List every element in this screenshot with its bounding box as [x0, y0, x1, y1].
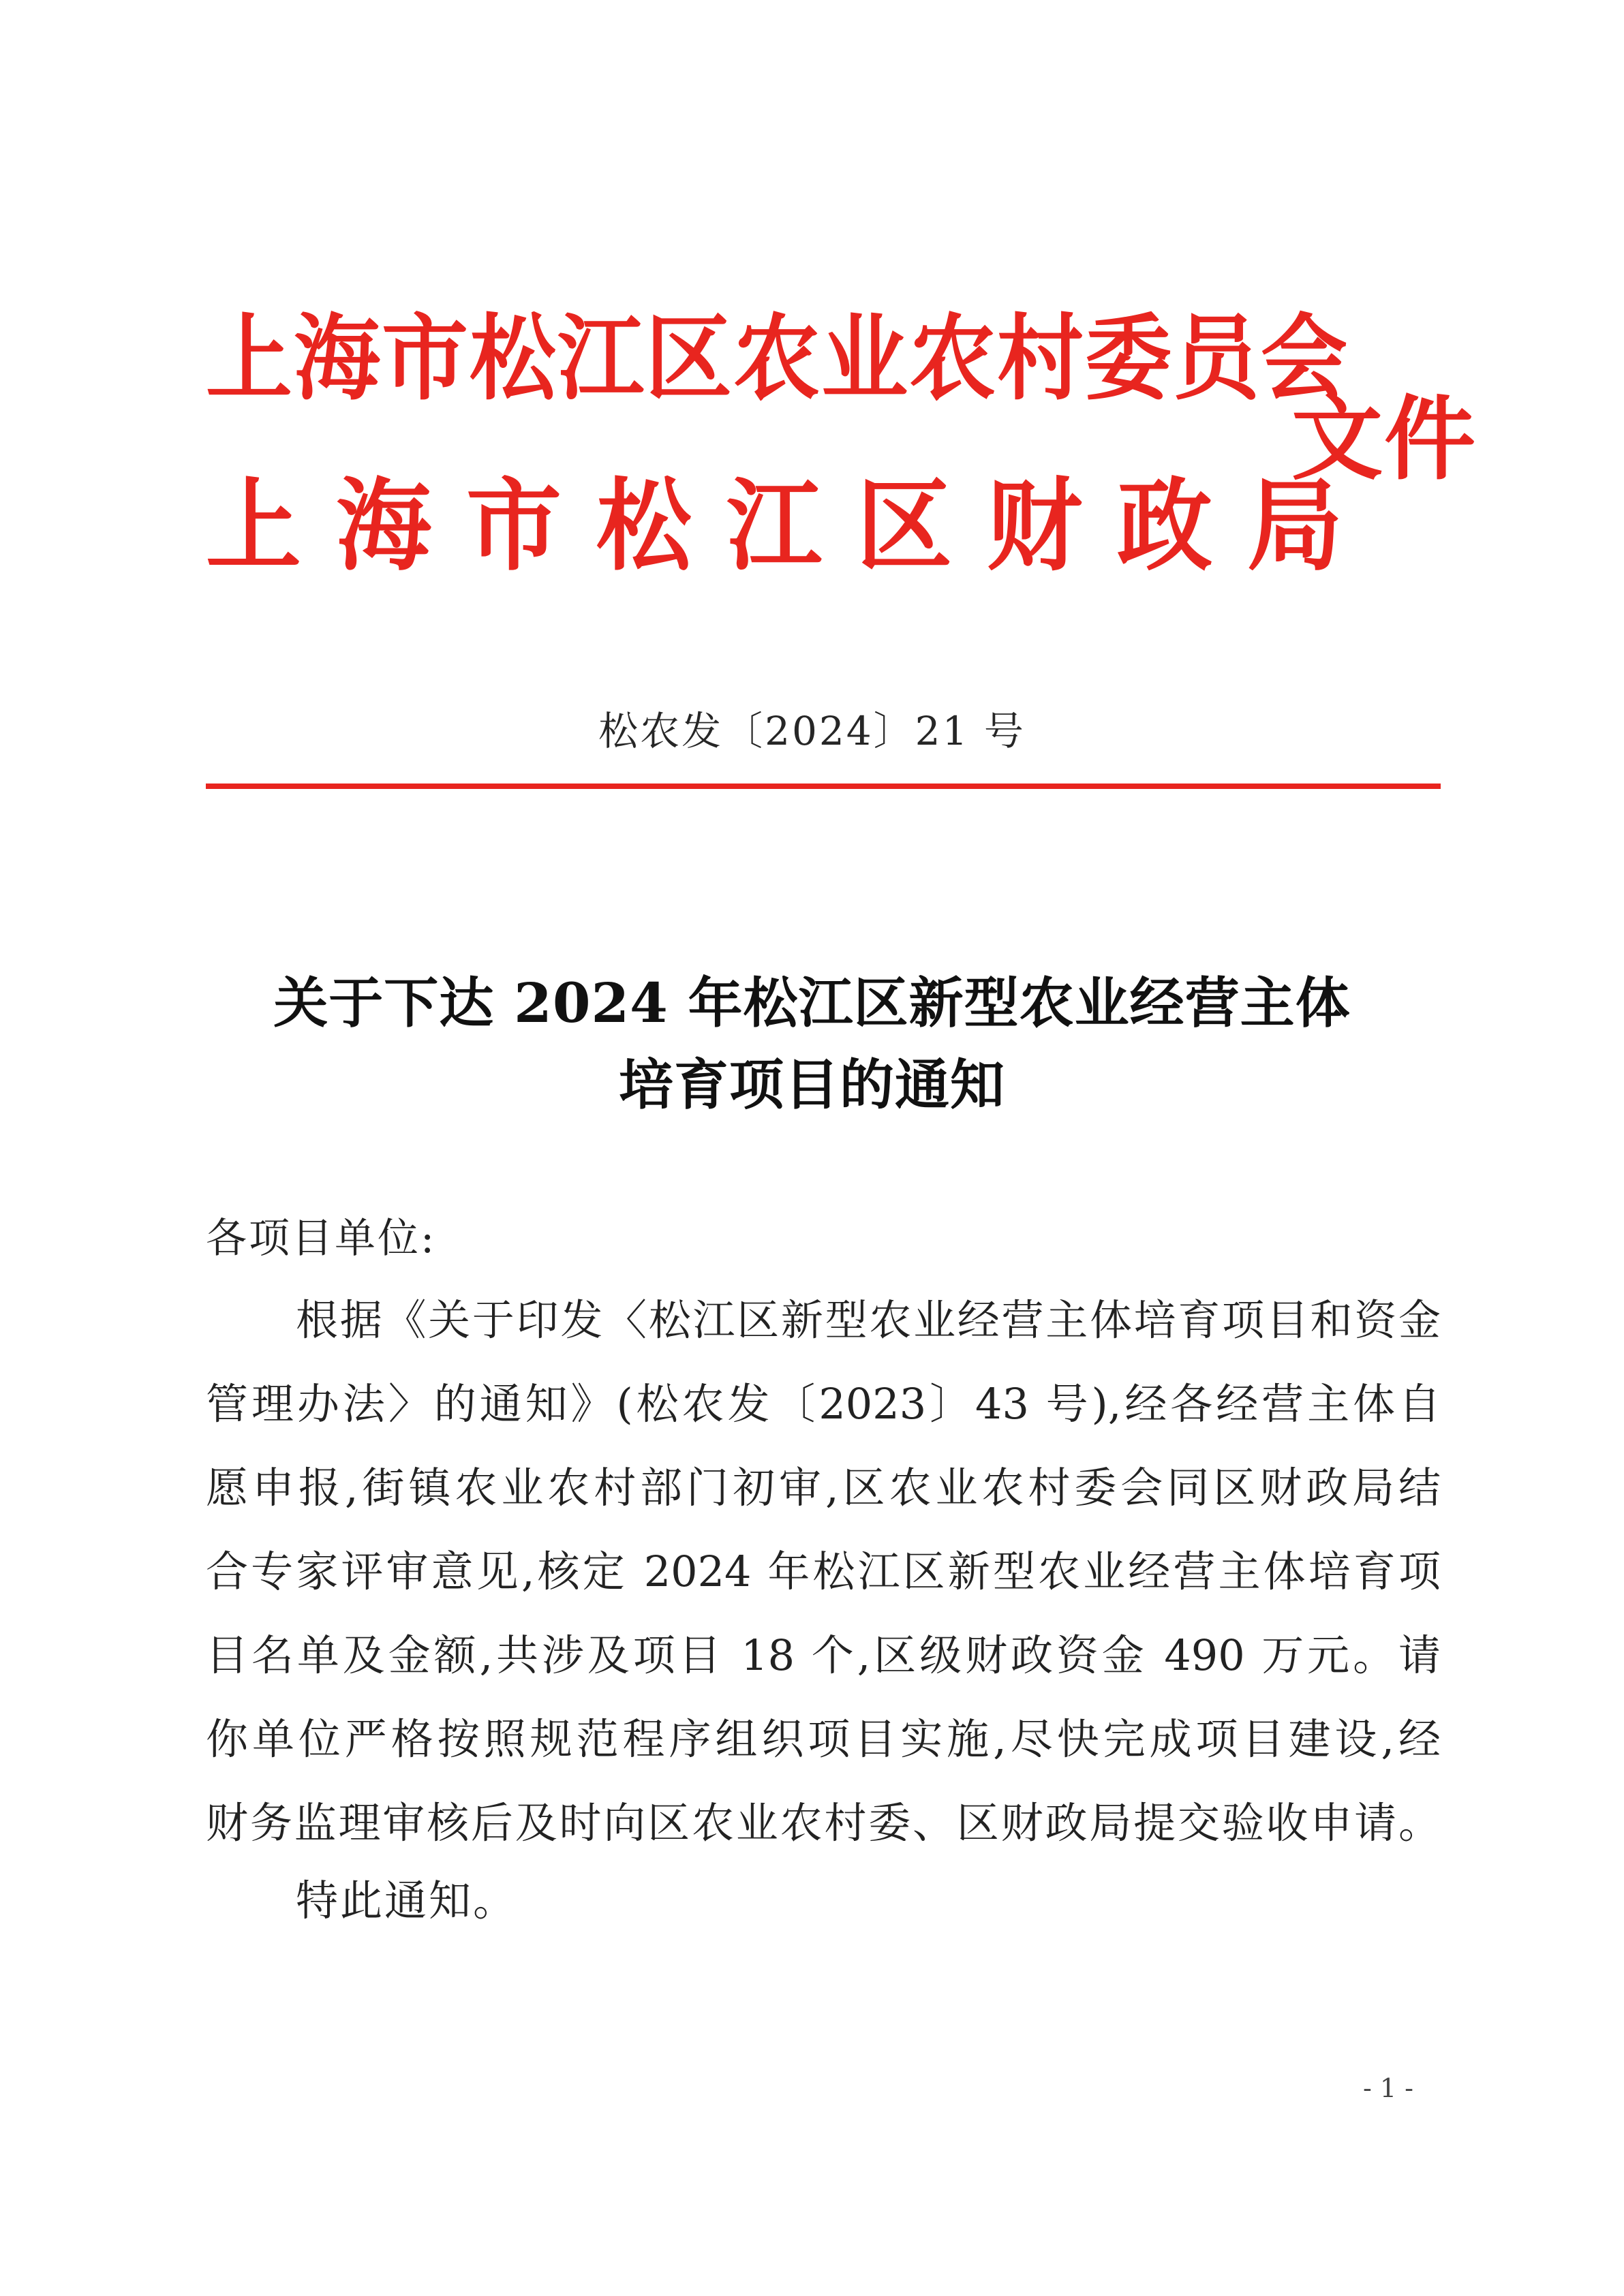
document-number: 松农发〔2024〕21 号	[598, 708, 1026, 754]
notice-title-line-1: 关于下达 2024 年松江区新型农业经营主体	[273, 971, 1351, 1035]
body-line: 合专家评审意见,核定 2024 年松江区新型农业经营主体培育项	[206, 1547, 1441, 1596]
body-line: 根据《关于印发〈松江区新型农业经营主体培育项目和资金	[296, 1295, 1441, 1345]
closing-remark: 特此通知。	[296, 1876, 518, 1925]
notice-title-line-2: 培育项目的通知	[619, 1053, 1005, 1117]
body-line: 愿申报,街镇农业农村部门初审,区农业农村委会同区财政局结	[206, 1463, 1441, 1512]
body-line: 目名单及金额,共涉及项目 18 个,区级财政资金 490 万元。请	[206, 1630, 1441, 1680]
body-line: 管理办法〉的通知》(松农发〔2023〕43 号),经各经营主体自	[206, 1379, 1441, 1429]
document-type-label: 文件	[1291, 386, 1477, 493]
body-line: 你单位严格按照规范程序组织项目实施,尽快完成项目建设,经	[206, 1714, 1441, 1764]
page-number: - 1 -	[1363, 2073, 1414, 2103]
body-line: 财务监理审核后及时向区农业农村委、区财政局提交验收申请。	[206, 1798, 1441, 1848]
issuing-org-line-1: 上海市松江区农业农村委员会	[206, 304, 1349, 413]
salutation: 各项目单位:	[206, 1215, 437, 1262]
issuing-org-line-2: 上海市松江区财政局	[206, 468, 1378, 585]
red-separator-rule	[206, 784, 1441, 789]
